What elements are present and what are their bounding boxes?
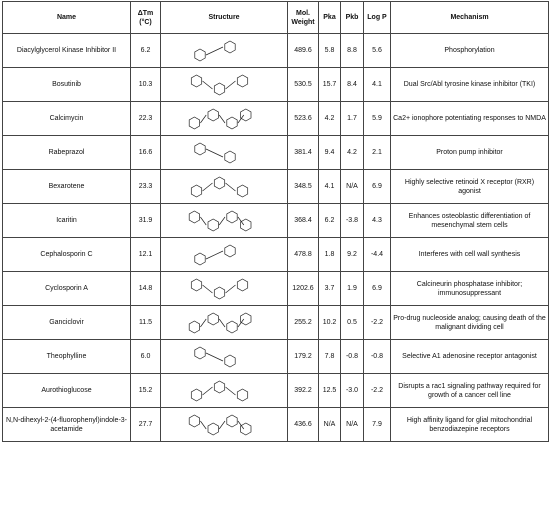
bond-line — [219, 421, 225, 429]
cell-logp: -2.2 — [364, 306, 391, 340]
diacylglycerol-kinase-inhibitor-ii-structure — [178, 37, 270, 65]
cell-pkb: N/A — [341, 408, 364, 442]
ring-shape — [208, 219, 218, 231]
cell-mol-weight: 381.4 — [288, 136, 319, 170]
cell-pka: 4.1 — [319, 170, 341, 204]
cell-mol-weight: 530.5 — [288, 68, 319, 102]
ring-shape — [191, 389, 201, 401]
cell-structure — [161, 34, 288, 68]
table-row — [3, 408, 549, 442]
cell-logp: 2.1 — [364, 136, 391, 170]
ring-shape — [227, 211, 237, 223]
cell-pka: 12.5 — [319, 374, 341, 408]
cell-dtm: 10.3 — [131, 68, 161, 102]
ring-shape — [195, 49, 205, 61]
table-row — [3, 340, 549, 374]
cell-name: Bexarotene — [3, 170, 131, 204]
header-mol-weight: Mol. Weight — [288, 2, 319, 34]
ring-shape — [189, 321, 199, 333]
ring-shape — [189, 117, 199, 129]
cell-mechanism: Dual Src/Abl tyrosine kinase inhibitor (TKI) — [391, 68, 549, 102]
cell-name: Theophylline — [3, 340, 131, 374]
bond-line — [219, 319, 225, 327]
cell-logp: 4.3 — [364, 204, 391, 238]
ring-shape — [195, 143, 205, 155]
cell-pka: 15.7 — [319, 68, 341, 102]
ring-shape — [208, 423, 218, 435]
cell-logp: 4.1 — [364, 68, 391, 102]
ring-shape — [225, 245, 235, 257]
cell-logp: 5.9 — [364, 102, 391, 136]
ring-shape — [227, 321, 237, 333]
cell-mol-weight: 348.5 — [288, 170, 319, 204]
ring-shape — [225, 41, 235, 53]
ring-shape — [214, 381, 224, 393]
cell-structure — [161, 170, 288, 204]
cell-mechanism: Interferes with cell wall synthesis — [391, 238, 549, 272]
cell-pkb: 1.9 — [341, 272, 364, 306]
cell-dtm: 11.5 — [131, 306, 161, 340]
cell-logp: -2.2 — [364, 374, 391, 408]
header-pka: Pka — [319, 2, 341, 34]
ring-shape — [191, 75, 201, 87]
ring-shape — [227, 117, 237, 129]
ring-shape — [195, 347, 205, 359]
cell-dtm: 14.8 — [131, 272, 161, 306]
cell-mechanism: High affinity ligand for glial mitochondrial benzodiazepine receptors — [391, 408, 549, 442]
bond-line — [219, 217, 225, 225]
bond-line — [203, 81, 213, 89]
cell-pkb: -0.8 — [341, 340, 364, 374]
header-logp: Log P — [364, 2, 391, 34]
ring-shape — [241, 423, 251, 435]
table-row — [3, 34, 549, 68]
header-structure: Structure — [161, 2, 288, 34]
bond-line — [200, 319, 206, 327]
cell-structure — [161, 68, 288, 102]
calcimycin-structure — [178, 105, 270, 133]
rabeprazol-structure — [178, 139, 270, 167]
cell-pka: 9.4 — [319, 136, 341, 170]
cell-dtm: 27.7 — [131, 408, 161, 442]
cell-mol-weight: 255.2 — [288, 306, 319, 340]
cell-mechanism: Ca2+ ionophore potentiating responses to NMDA — [391, 102, 549, 136]
cell-mechanism: Pro-drug nucleoside analog; causing death of the malignant dividing cell — [391, 306, 549, 340]
bond-line — [200, 115, 206, 123]
bond-line — [206, 47, 223, 55]
ring-shape — [214, 177, 224, 189]
cell-pkb: -3.0 — [341, 374, 364, 408]
cell-name: Bosutinib — [3, 68, 131, 102]
header-mechanism: Mechanism — [391, 2, 549, 34]
ring-shape — [241, 109, 251, 121]
cell-logp: -0.8 — [364, 340, 391, 374]
cell-structure — [161, 306, 288, 340]
bond-line — [226, 183, 236, 191]
table-row — [3, 238, 549, 272]
cell-structure — [161, 272, 288, 306]
cell-mechanism: Enhances osteoblastic differentiation of mesenchymal stem cells — [391, 204, 549, 238]
cell-structure — [161, 374, 288, 408]
cell-pkb: 0.5 — [341, 306, 364, 340]
cell-mechanism: Highly selective retinoid X receptor (RXR) agonist — [391, 170, 549, 204]
bond-line — [200, 421, 206, 429]
cell-pka: 1.8 — [319, 238, 341, 272]
ring-shape — [225, 151, 235, 163]
header-row — [3, 2, 549, 34]
cell-structure — [161, 102, 288, 136]
cell-logp: 6.9 — [364, 272, 391, 306]
bond-line — [206, 251, 223, 259]
ring-shape — [191, 279, 201, 291]
table-row — [3, 306, 549, 340]
cell-pkb: 8.8 — [341, 34, 364, 68]
cell-structure — [161, 408, 288, 442]
ring-shape — [237, 75, 247, 87]
ring-shape — [191, 185, 201, 197]
cell-name: Cyclosporin A — [3, 272, 131, 306]
cell-name: Diacylglycerol Kinase Inhibitor II — [3, 34, 131, 68]
cell-pkb: 9.2 — [341, 238, 364, 272]
cell-pkb: -3.8 — [341, 204, 364, 238]
aurothioglucose-structure — [178, 377, 270, 405]
bond-line — [206, 353, 223, 361]
cell-dtm: 31.9 — [131, 204, 161, 238]
cell-mol-weight: 368.4 — [288, 204, 319, 238]
cell-dtm: 12.1 — [131, 238, 161, 272]
cell-pkb: N/A — [341, 170, 364, 204]
table-row — [3, 102, 549, 136]
cell-pka: 3.7 — [319, 272, 341, 306]
cell-mechanism: Selective A1 adenosine receptor antagonist — [391, 340, 549, 374]
bond-line — [203, 183, 213, 191]
ring-shape — [237, 279, 247, 291]
cell-mol-weight: 1202.6 — [288, 272, 319, 306]
cell-pka: N/A — [319, 408, 341, 442]
ring-shape — [237, 389, 247, 401]
bond-line — [203, 285, 213, 293]
cell-dtm: 6.2 — [131, 34, 161, 68]
cell-structure — [161, 238, 288, 272]
cell-logp: 5.6 — [364, 34, 391, 68]
bond-line — [226, 81, 236, 89]
ring-shape — [225, 355, 235, 367]
ring-shape — [189, 211, 199, 223]
bond-line — [226, 285, 236, 293]
ring-shape — [208, 109, 218, 121]
cell-pkb: 1.7 — [341, 102, 364, 136]
cell-logp: -4.4 — [364, 238, 391, 272]
cell-pka: 5.8 — [319, 34, 341, 68]
bond-line — [206, 149, 223, 157]
ring-shape — [208, 313, 218, 325]
bond-line — [203, 387, 213, 395]
cyclosporin-a-structure — [178, 275, 270, 303]
bond-line — [219, 115, 225, 123]
cell-mechanism: Disrupts a rac1 signaling pathway required for growth of a cancer cell line — [391, 374, 549, 408]
cell-mechanism: Proton pump inhibitor — [391, 136, 549, 170]
cell-mol-weight: 436.6 — [288, 408, 319, 442]
cell-dtm: 23.3 — [131, 170, 161, 204]
indole-acetamide-structure — [178, 411, 270, 439]
table-row — [3, 272, 549, 306]
bosutinib-structure — [178, 71, 270, 99]
cell-name: Cephalosporin C — [3, 238, 131, 272]
cell-logp: 7.9 — [364, 408, 391, 442]
cell-structure — [161, 204, 288, 238]
cell-dtm: 22.3 — [131, 102, 161, 136]
table-row — [3, 136, 549, 170]
cell-mol-weight: 523.6 — [288, 102, 319, 136]
cell-mol-weight: 179.2 — [288, 340, 319, 374]
cell-name: N,N-dihexyl-2-(4-fluorophenyl)indole-3-acetamide — [3, 408, 131, 442]
cell-pka: 10.2 — [319, 306, 341, 340]
cell-mol-weight: 478.8 — [288, 238, 319, 272]
ring-shape — [195, 253, 205, 265]
ring-shape — [189, 415, 199, 427]
cell-name: Icaritin — [3, 204, 131, 238]
cephalosporin-c-structure — [178, 241, 270, 269]
cell-structure — [161, 340, 288, 374]
cell-name: Calcimycin — [3, 102, 131, 136]
cell-structure — [161, 136, 288, 170]
cell-pka: 4.2 — [319, 102, 341, 136]
cell-name: Rabeprazol — [3, 136, 131, 170]
table-row — [3, 170, 549, 204]
header-pkb: Pkb — [341, 2, 364, 34]
bond-line — [226, 387, 236, 395]
cell-dtm: 6.0 — [131, 340, 161, 374]
ring-shape — [241, 219, 251, 231]
table-row — [3, 204, 549, 238]
cell-mechanism: Phosphorylation — [391, 34, 549, 68]
table-row — [3, 68, 549, 102]
header-dtm: ΔTm (°C) — [131, 2, 161, 34]
compound-table — [2, 1, 549, 442]
cell-dtm: 16.6 — [131, 136, 161, 170]
table-row — [3, 374, 549, 408]
cell-pkb: 4.2 — [341, 136, 364, 170]
cell-pkb: 8.4 — [341, 68, 364, 102]
ring-shape — [241, 313, 251, 325]
cell-mol-weight: 392.2 — [288, 374, 319, 408]
cell-logp: 6.9 — [364, 170, 391, 204]
cell-name: Ganciclovir — [3, 306, 131, 340]
header-name: Name — [3, 2, 131, 34]
theophylline-structure — [178, 343, 270, 371]
cell-pka: 6.2 — [319, 204, 341, 238]
bexarotene-structure — [178, 173, 270, 201]
cell-dtm: 15.2 — [131, 374, 161, 408]
bond-line — [200, 217, 206, 225]
ring-shape — [227, 415, 237, 427]
icaritin-structure — [178, 207, 270, 235]
ring-shape — [214, 287, 224, 299]
cell-name: Aurothioglucose — [3, 374, 131, 408]
cell-mol-weight: 489.6 — [288, 34, 319, 68]
cell-mechanism: Calcineurin phosphatase inhibitor; immunosuppressant — [391, 272, 549, 306]
ganciclovir-structure — [178, 309, 270, 337]
ring-shape — [214, 83, 224, 95]
cell-pka: 7.8 — [319, 340, 341, 374]
ring-shape — [237, 185, 247, 197]
